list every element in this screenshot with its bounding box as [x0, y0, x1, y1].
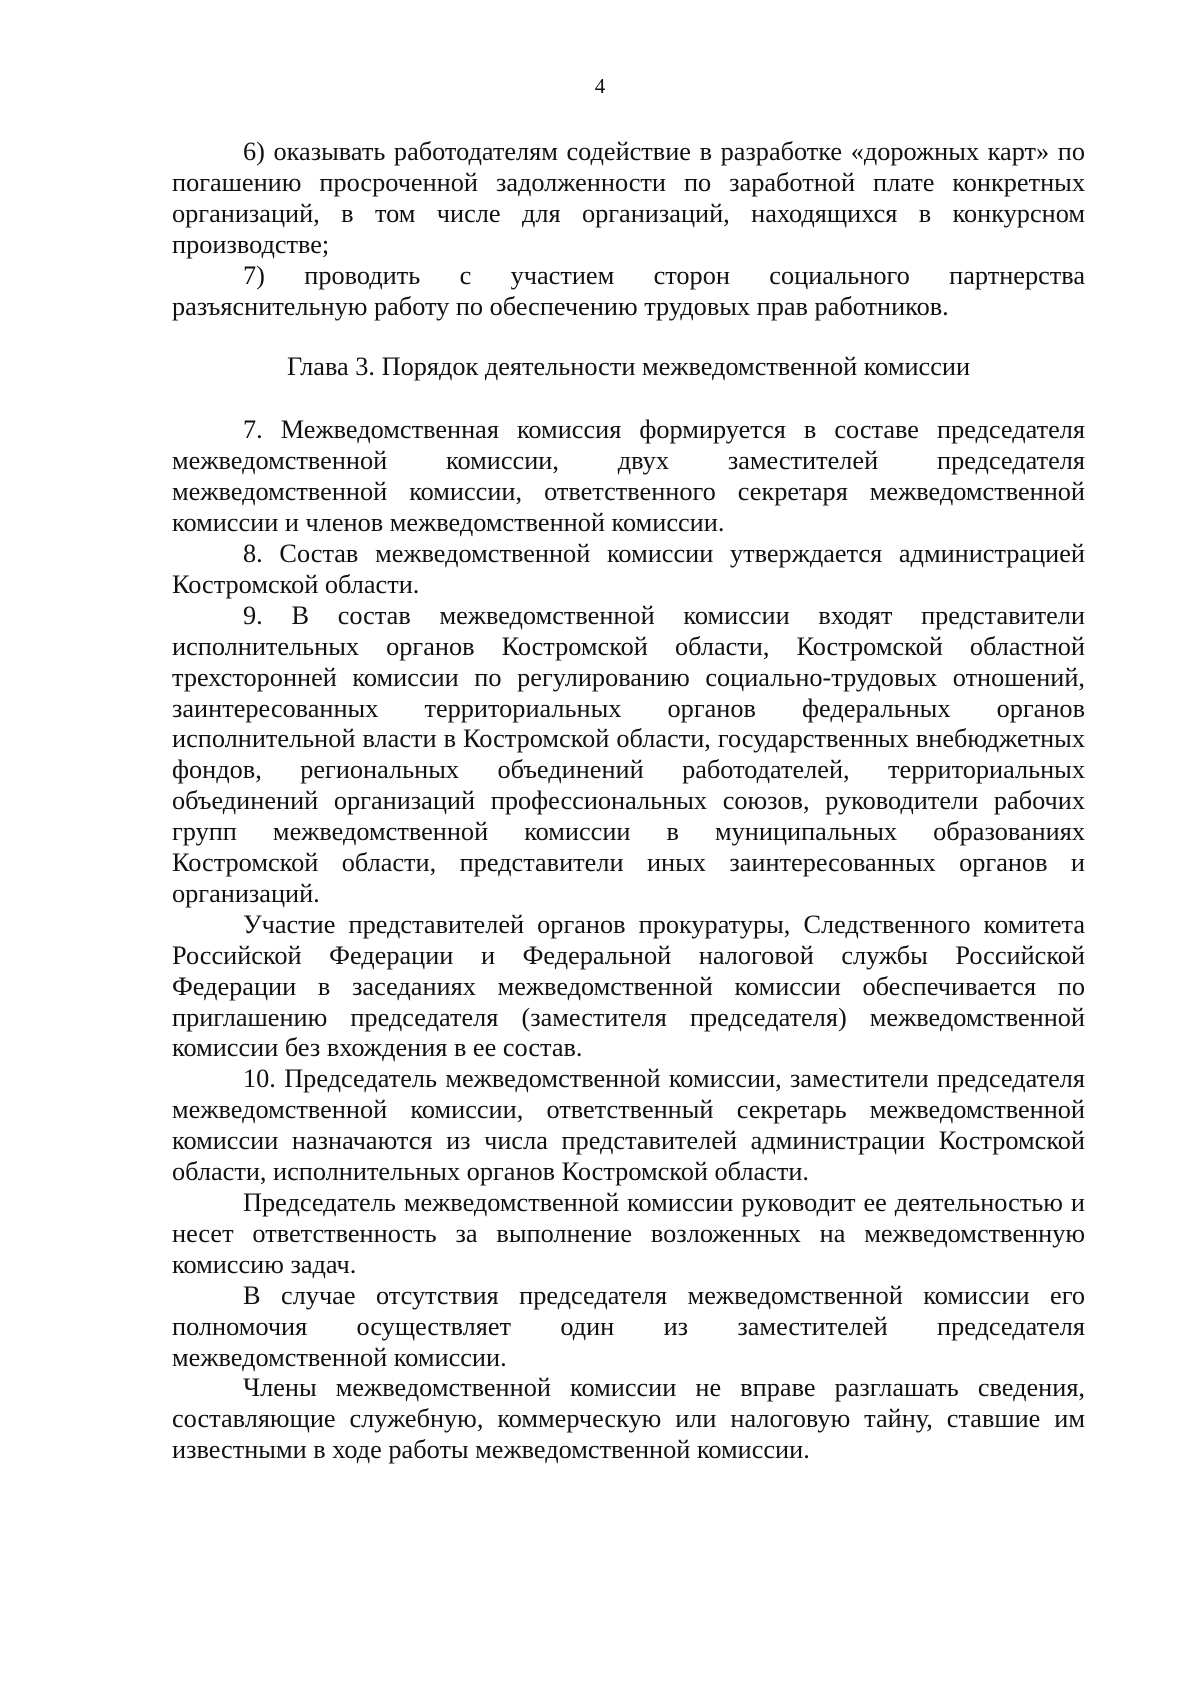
paragraph: Члены межведомственной комиссии не вправе разглашать сведения, составляющие служебную, коммерческую или налоговую тайну, ставшие им известными в ходе работы межведомственной комиссии.	[172, 1373, 1085, 1465]
document-body	[172, 137, 1085, 1466]
paragraph: 9. В состав межведомственной комиссии входят представители исполнительных органов Костромской области, Костромской областной трехсторонней комиссии по регулированию социально-трудовых отношений, заинтересованных территориальных органов федеральных органов исполнительной власти в Костромской области, государственных внебюджетных фондов, региональных объединений работодателей, территориальных объединений организаций профессиональных союзов, руководители рабочих групп межведомственной комиссии в муниципальных образованиях Костромской области, представители иных заинтересованных органов и организаций.	[172, 600, 1085, 908]
list-item: 7) проводить с участием сторон социального партнерства разъяснительную работу по обеспечению трудовых прав работников.	[172, 260, 1085, 321]
chapter-heading: Глава 3. Порядок деятельности межведомственной комиссии	[286, 352, 971, 382]
paragraph: В случае отсутствия председателя межведомственной комиссии его полномочия осуществляет один из заместителей председателя межведомственной комиссии.	[172, 1280, 1085, 1372]
paragraph: 7. Межведомственная комиссия формируется в составе председателя межведомственной комиссии, двух заместителей председателя межведомственной комиссии, ответственного секретаря межведомственной комиссии и членов межведомственной комиссии.	[172, 415, 1085, 538]
paragraph: 8. Состав межведомственной комиссии утверждается администрацией Костромской области.	[172, 538, 1085, 599]
list-item: 6) оказывать работодателям содействие в разработке «дорожных карт» по погашению просроченной задолженности по заработной плате конкретных организаций, в том числе для организаций, находящихся в конкурсном производстве;	[172, 137, 1085, 259]
paragraph: 10. Председатель межведомственной комиссии, заместители председателя межведомственной комиссии, ответственный секретарь межведомственной комиссии назначаются из числа представителей администрации Костромской области, исполнительных органов Костромской области.	[172, 1064, 1085, 1187]
page-number: 4	[594, 74, 606, 98]
paragraph: Участие представителей органов прокуратуры, Следственного комитета Российской Федерации и Федеральной налоговой службы Российской Федерации в заседаниях межведомственной комиссии обеспечивается по приглашению председателя (заместителя председателя) межведомственной комиссии без вхождения в ее состав.	[172, 909, 1085, 1063]
paragraph: Председатель межведомственной комиссии руководит ее деятельностью и несет ответственность за выполнение возложенных на межведомственную комиссию задач.	[172, 1188, 1085, 1279]
